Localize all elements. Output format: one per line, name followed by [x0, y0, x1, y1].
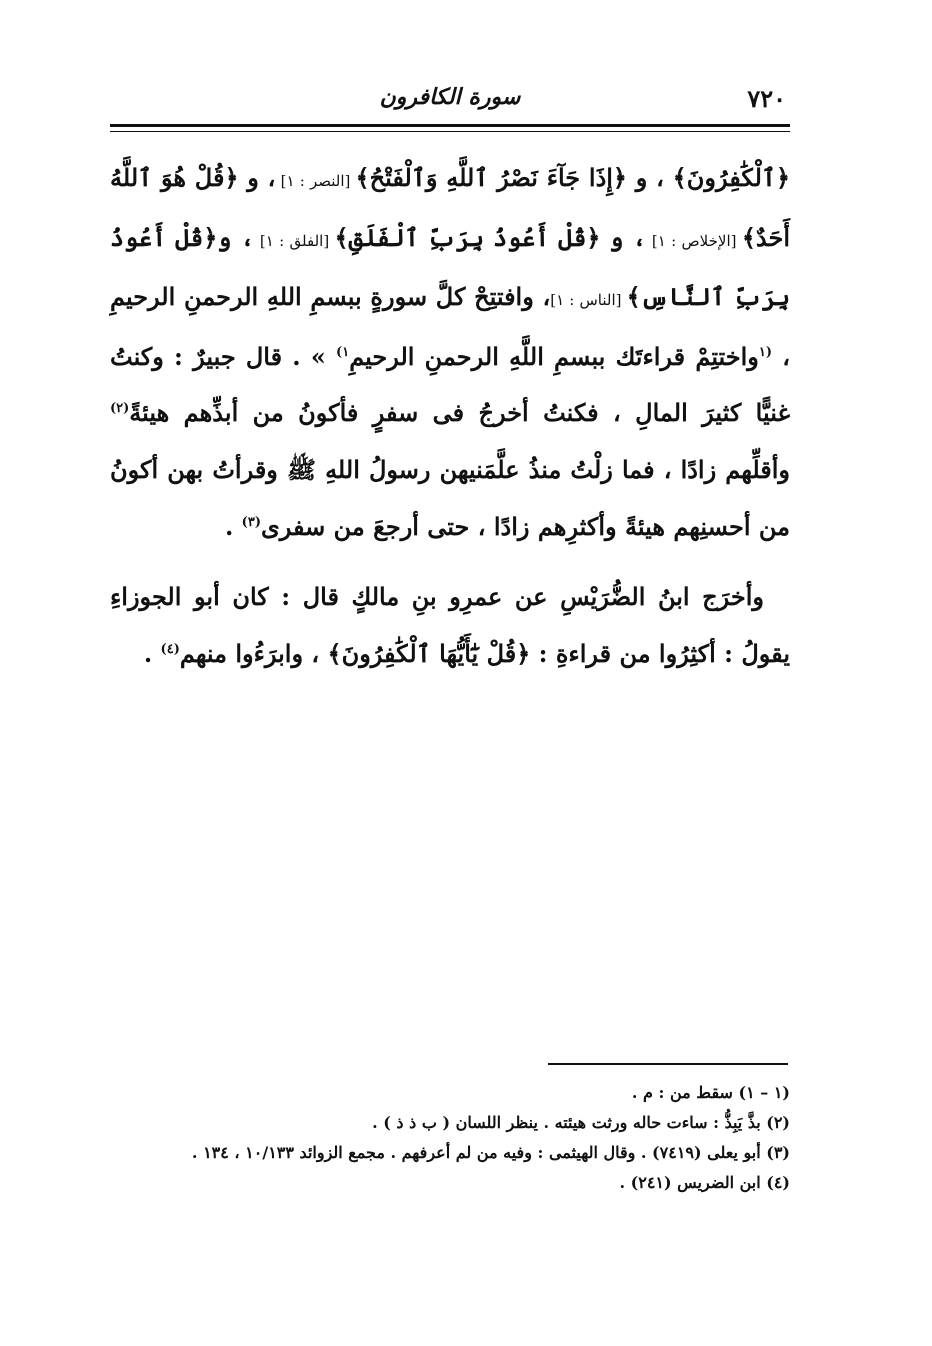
quran-quote: ﴿قُلْ هُوَ ٱللَّهُ أَحَدٌ﴾: [110, 163, 791, 252]
footnote-3: (٣) أبو يعلى (٧٤١٩) . وقال الهيثمى : وفيه من لم أعرفهم . مجمع الزوائد ١٠/١٣٣ ، ١٣٤ .: [191, 1143, 790, 1162]
surah-title: سورة الكافرون: [379, 84, 521, 110]
footnote-4: (٤) ابن الضريس (٢٤١) .: [619, 1173, 790, 1192]
main-text: [110, 150, 790, 682]
text-span: .: [143, 638, 161, 668]
footnote-marker: ١): [336, 344, 350, 360]
quran-quote: ﴿قُلْ أَعُوذُ بِرَبِّ ٱلنَّاسِ﴾: [110, 222, 791, 312]
text-span: » . قال جبيرٌ : وكنتُ غنيًّا كثيرَ المالِ ، فكنتُ أخرجُ فى سفرٍ فأكونُ من أبذِّهم هيئةً: [110, 341, 790, 428]
quran-quote: ﴿إِذَا جَآءَ نَصْرُ ٱللَّهِ وَٱلْفَتْحُ﴾: [355, 163, 627, 192]
footnote-marker: (٤): [160, 641, 180, 657]
footnote-1: (١ – ١) سقط من : م .: [631, 1083, 790, 1102]
quran-quote: ﴿ٱلْكَٰفِرُونَ﴾: [672, 163, 791, 192]
text-span: واختتِمْ قراءتَك ببسمِ اللَّهِ الرحمنِ الرحيمِ: [349, 341, 759, 371]
verse-reference: [الإخلاص : ١]: [646, 231, 742, 250]
footnote-marker: (٢): [110, 401, 130, 417]
verse-reference: [النصر : ١]: [275, 172, 356, 190]
text-span: ، و: [627, 163, 673, 192]
header-rule-thick: [110, 124, 790, 127]
text-span: وأقلِّهم زادًا ، فما زلْتُ منذُ علَّمَنيهن رسولُ اللهِ ﷺ وقرأتُ بهن أكونُ من أحسنِهم هيئةً وأكثرِهم زادًا ، حتى أرجعَ من سفرى: [110, 454, 790, 541]
footnote-separator: [548, 1063, 788, 1065]
text-span: وأخرَج ابنُ الضُّرَيْسِ عن عمرِو بنِ مالكٍ قال : كان أبو الجوزاءِ يقولُ : أكثِرُوا من قراءةِ :: [110, 582, 790, 668]
text-span: ، و: [600, 222, 647, 252]
footnote-2: (٢) بذَّ يَبِذُّ : ساءت حاله ورثت هيئته . ينظر اللسان ( ب ذ ذ ) .: [372, 1113, 790, 1132]
header-rule-thin: [110, 131, 790, 132]
paragraph-1: [110, 150, 790, 555]
quran-quote: ﴿قُلْ يَٰٓأَيُّهَا ٱلْكَٰفِرُونَ﴾: [327, 638, 531, 668]
text-span: ، وافتتِحْ كلَّ سورةٍ ببسمِ اللهِ الرحمنِ الرحيمِ ،: [110, 282, 790, 371]
verse-reference: [الناس : ١]: [550, 291, 627, 310]
text-span: ، وابرَءُوا منهم: [179, 638, 328, 668]
paragraph-2: [110, 569, 790, 682]
footnote-marker: (٣): [241, 514, 261, 530]
verse-reference: [الفلق : ١]: [254, 231, 335, 250]
text-span: ، و: [217, 222, 255, 252]
footnote-marker: (١: [758, 344, 773, 360]
text-span: ، و: [238, 163, 276, 192]
quran-quote: ﴿قُلْ أَعُوذُ بِرَبِّ ٱلْفَلَقِ﴾: [334, 222, 601, 252]
text-span: .: [224, 511, 242, 541]
footnotes: [110, 1078, 790, 1198]
page-header: [110, 84, 790, 120]
page-number: ٧٢٠: [747, 84, 786, 113]
